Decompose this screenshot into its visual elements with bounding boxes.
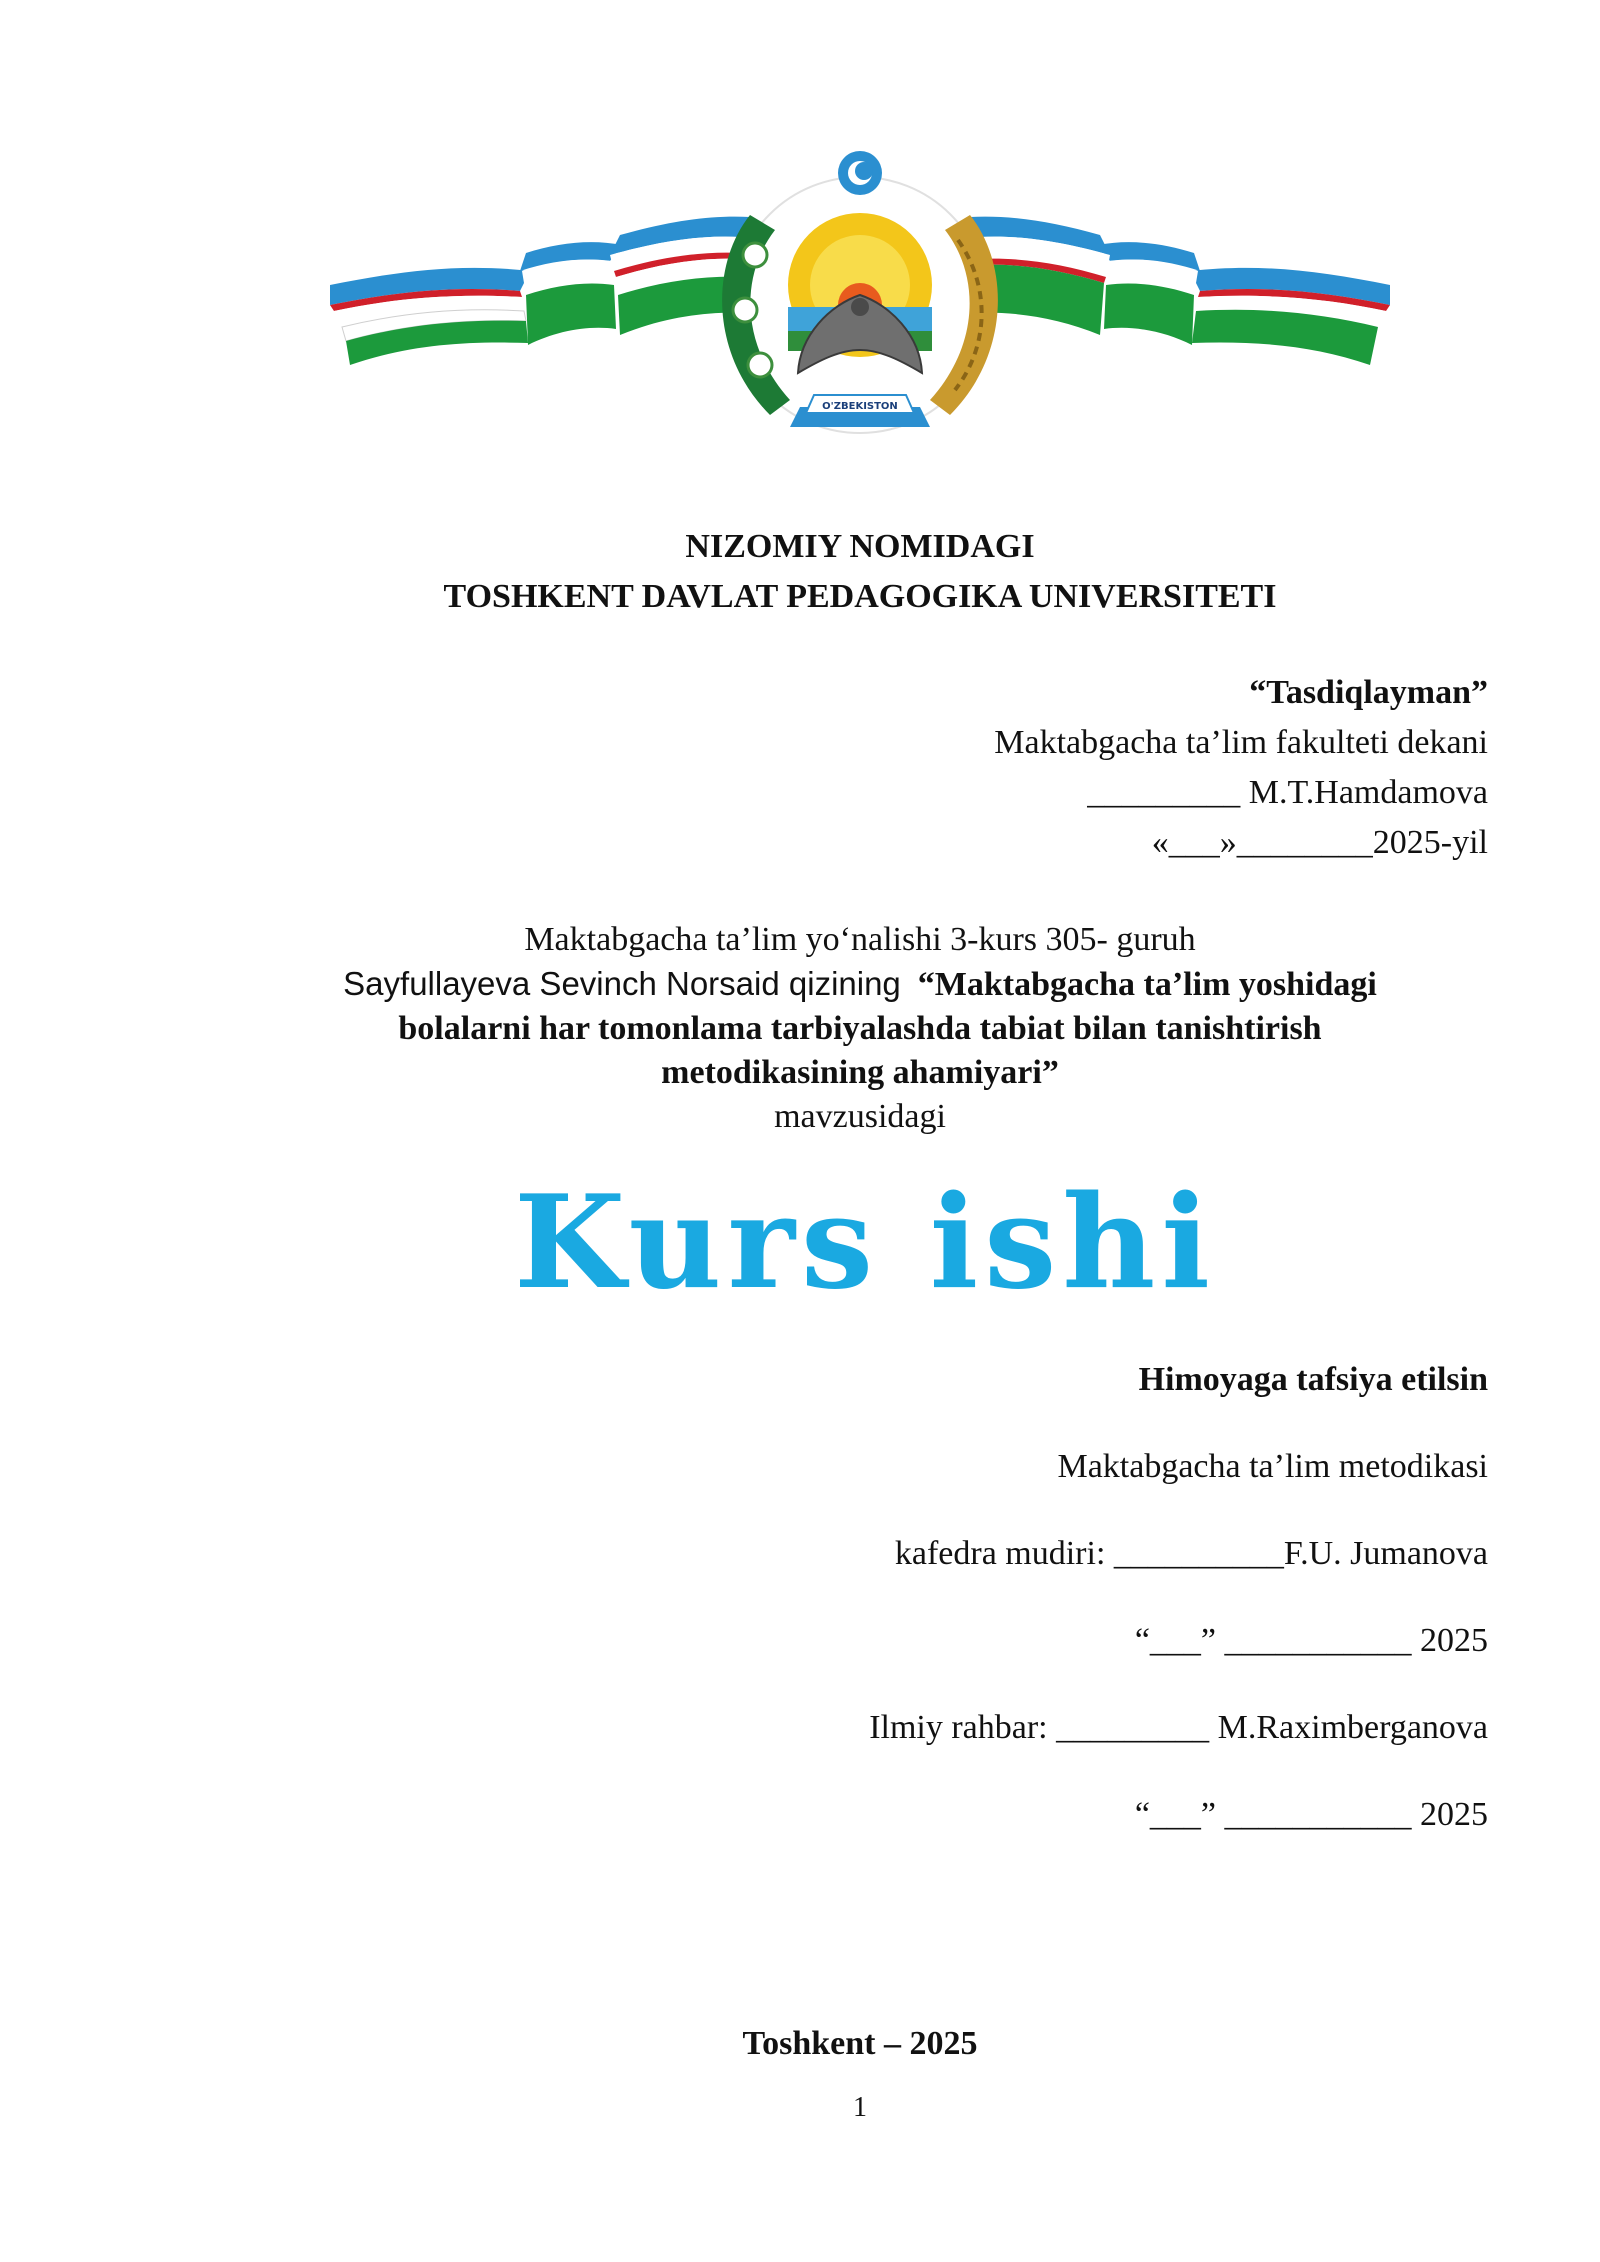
topic-part-2: bolalarni har tomonlama tarbiyalashda tabiat bilan tanishtirish [398, 1010, 1322, 1047]
approval-date: «___»________2025-yil [1151, 824, 1488, 861]
uzbekistan-emblem-icon [330, 145, 1390, 435]
department-head-line: kafedra mudiri: __________F.U. Jumanova [894, 1535, 1488, 1572]
topic-part-3: metodikasining ahamiyari” [661, 1054, 1059, 1091]
student-name: Sayfullayeva Sevinch Norsaid qizining [343, 965, 901, 1002]
document-title: Kurs ishi [514, 1168, 1216, 1318]
department-head-date: “___” ___________ 2025 [1134, 1622, 1488, 1659]
university-header [0, 522, 1600, 622]
approval-signature: _________ M.T.Hamdamova [1087, 774, 1488, 811]
approval-position: Maktabgacha ta’lim fakulteti dekani [994, 724, 1488, 761]
approval-block [994, 668, 1488, 868]
defense-department: Maktabgacha ta’lim metodikasi [1057, 1448, 1488, 1485]
page-number: 1 [853, 2092, 867, 2123]
emblem-banner-text: O'ZBEKISTON [822, 401, 898, 412]
supervisor-date: “___” ___________ 2025 [1134, 1796, 1488, 1833]
supervisor-line: Ilmiy rahbar: _________ M.Raximberganova [869, 1709, 1488, 1746]
student-topic-block [0, 918, 1600, 1139]
topic-suffix: mavzusidagi [774, 1098, 946, 1135]
flag-ribbon-right [970, 217, 1390, 365]
topic-part-1: “Maktabgacha ta’lim yoshidagi [917, 966, 1377, 1003]
student-group: Maktabgacha ta’lim yo‘nalishi 3-kurs 305- guruh [524, 921, 1196, 958]
state-emblem-banner [330, 145, 1390, 435]
flag-ribbon-left [330, 217, 750, 365]
emblem-body [722, 151, 998, 433]
city-year: Toshkent – 2025 [742, 2025, 978, 2062]
university-line-2: TOSHKENT DAVLAT PEDAGOGIKA UNIVERSITETI [443, 578, 1277, 615]
defense-heading: Himoyaga tafsiya etilsin [1138, 1361, 1488, 1398]
approval-title: “Tasdiqlayman” [1249, 674, 1488, 711]
university-line-1: NIZOMIY NOMIDAGI [685, 528, 1035, 565]
